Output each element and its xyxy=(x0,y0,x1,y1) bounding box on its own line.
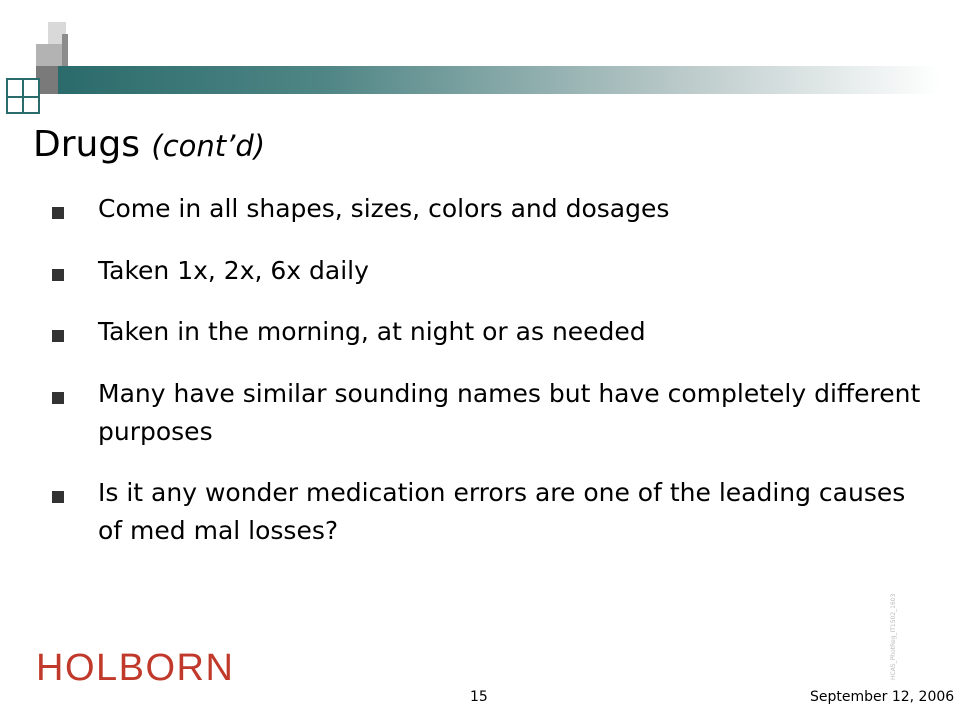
deco-square xyxy=(36,44,62,66)
bullet-text: Taken 1x, 2x, 6x daily xyxy=(98,255,369,285)
bullet-square-icon xyxy=(52,269,64,281)
slide-title xyxy=(33,120,265,171)
bullet-square-icon xyxy=(52,330,64,342)
bullet-square-icon xyxy=(52,392,64,404)
bullet-text: Many have similar sounding names but have completely different purposes xyxy=(98,378,921,446)
slide-date: September 12, 2006 xyxy=(810,689,955,705)
bullet-item xyxy=(52,313,932,351)
bullet-square-icon xyxy=(52,207,64,219)
bullet-square-icon xyxy=(52,491,64,503)
bullet-item xyxy=(52,252,932,290)
deco-outline-square xyxy=(22,96,40,114)
document-id-watermark: HCAS_PhotReg_IT1502_1603 xyxy=(890,593,897,680)
slide-title-main: Drugs xyxy=(33,124,140,165)
bullet-item xyxy=(52,375,932,451)
bullet-item xyxy=(52,190,932,228)
slide-title-suffix: (cont’d) xyxy=(151,129,266,163)
bullet-text: Taken in the morning, at night or as needed xyxy=(98,317,646,346)
bullet-list xyxy=(52,190,932,574)
header-gradient-bar xyxy=(58,66,940,94)
bullet-item xyxy=(52,474,932,550)
deco-outline-square xyxy=(22,78,40,98)
header-decoration xyxy=(0,0,960,130)
page-number: 15 xyxy=(470,689,488,705)
holborn-logo: HOLBORN xyxy=(36,647,235,689)
bullet-text: Is it any wonder medication errors are one of the leading causes of med mal losses? xyxy=(98,478,906,545)
deco-square xyxy=(62,34,68,66)
bullet-text: Come in all shapes, sizes, colors and dosages xyxy=(98,194,670,223)
